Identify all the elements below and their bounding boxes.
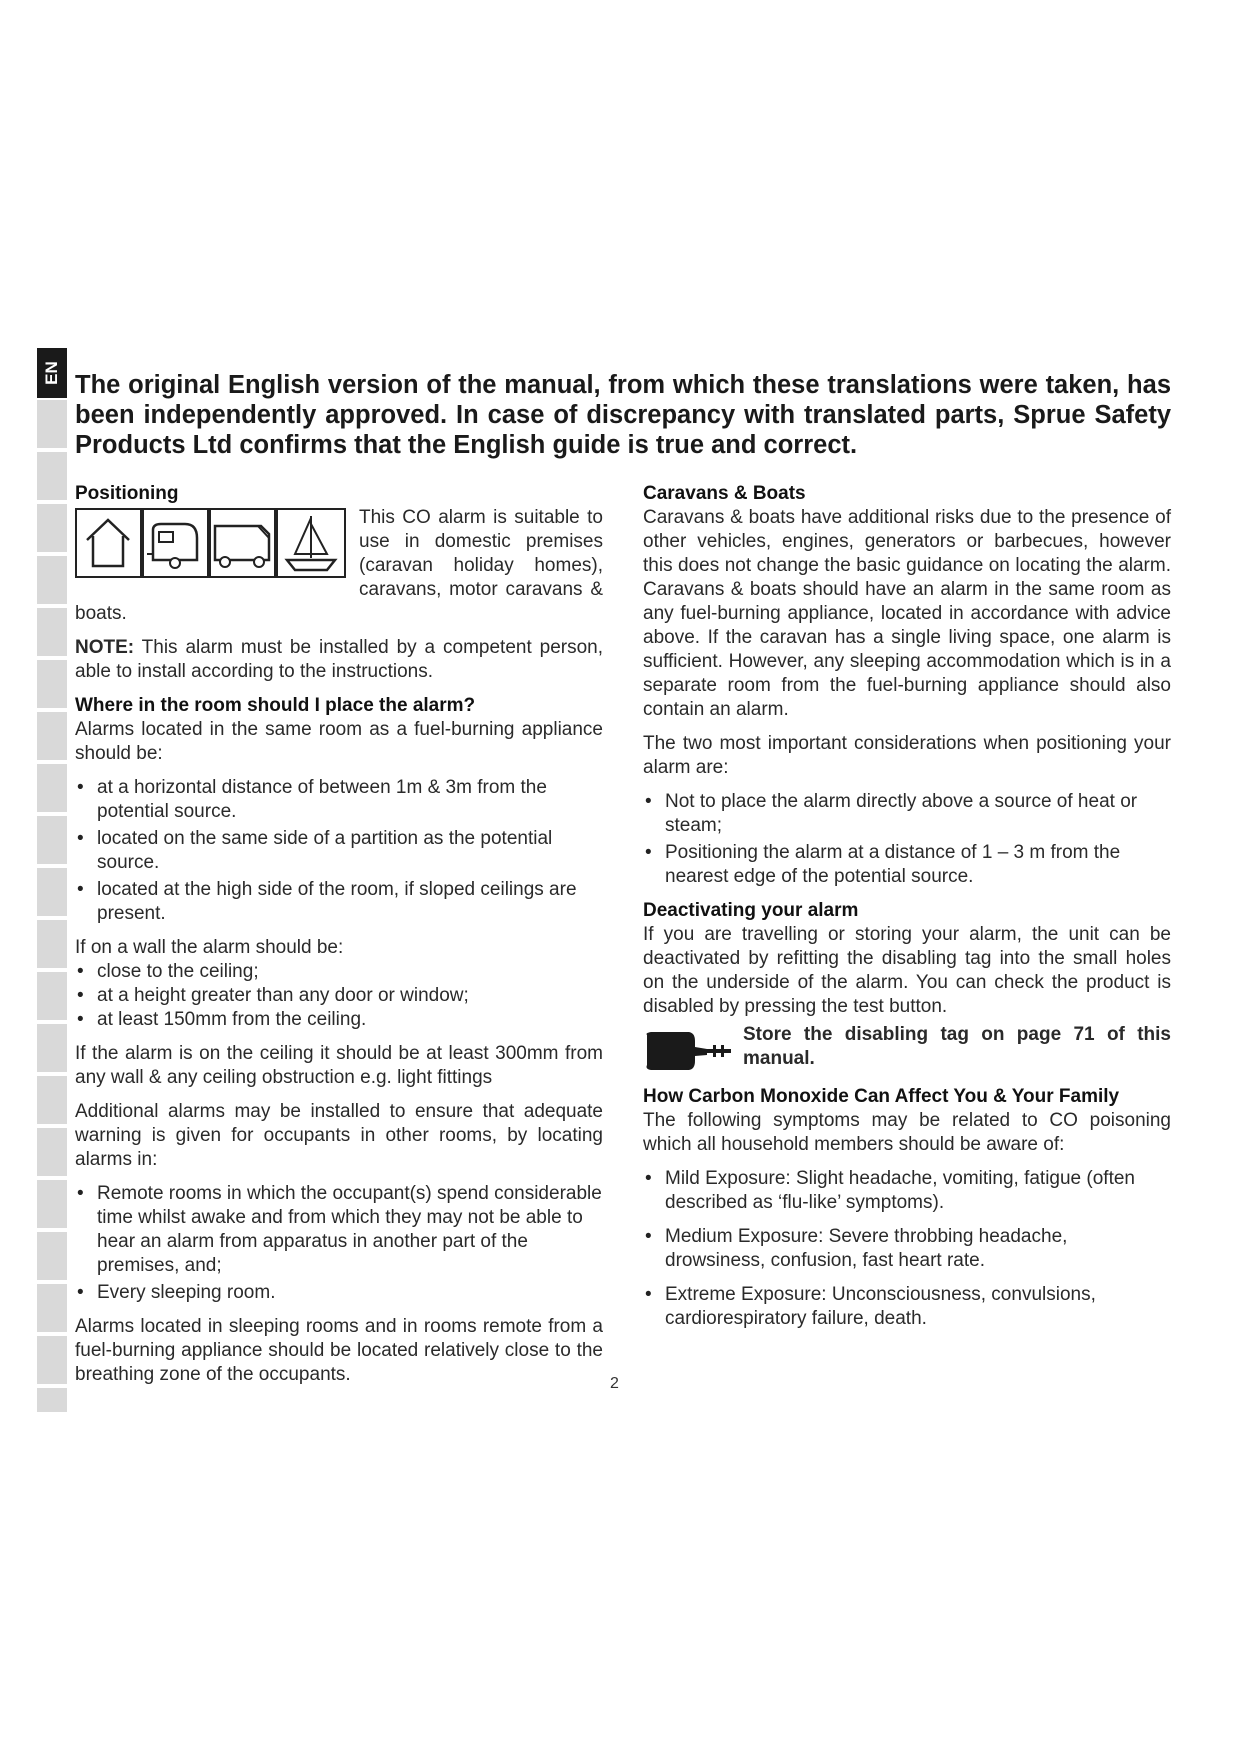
additional-text: Additional alarms may be installed to ensure that adequate warning is given for occupants in other rooms, by locating alarms in: bbox=[75, 1101, 603, 1170]
motor-caravan-icon bbox=[210, 509, 275, 577]
wall-intro: If on a wall the alarm should be: bbox=[75, 937, 344, 958]
wall-bullets bbox=[75, 960, 603, 1032]
left-column bbox=[75, 482, 603, 1397]
list-item: • Remote rooms in which the occupant(s) spend considerable time whilst awake and from which they may not be able to hear an alarm from apparatus in another part of the premises, and; bbox=[75, 1182, 603, 1278]
positioning-heading: Positioning bbox=[75, 483, 179, 504]
note-text: This alarm must be installed by a competent person, able to install according to the instructions. bbox=[75, 637, 603, 682]
where-intro: Alarms located in the same room as a fuel-burning appliance should be: bbox=[75, 719, 603, 764]
sleeping-text: Alarms located in sleeping rooms and in rooms remote from a fuel-burning appliance should be located relatively close to the breathing zone of the occupants. bbox=[75, 1316, 603, 1385]
page-number: 2 bbox=[610, 1375, 619, 1392]
deactivating-text: If you are travelling or storing your alarm, the unit can be deactivated by refitting the disabling tag into the small holes on the underside of the alarm. You can check the product is disabled by pressing the test button. bbox=[643, 924, 1171, 1017]
list-item: • located at the high side of the room, if sloped ceilings are present. bbox=[75, 878, 603, 926]
note-paragraph bbox=[75, 636, 603, 684]
list-item: • Medium Exposure: Severe throbbing headache, drowsiness, confusion, fast heart rate. bbox=[643, 1225, 1171, 1273]
list-item: • Mild Exposure: Slight headache, vomiting, fatigue (often described as ‘flu-like’ symptoms). bbox=[643, 1167, 1171, 1215]
list-item: • Not to place the alarm directly above a source of heat or steam; bbox=[643, 790, 1171, 838]
caravans-heading: Caravans & Boats bbox=[643, 483, 806, 504]
language-tab-en bbox=[37, 348, 67, 398]
right-column bbox=[643, 482, 1171, 1341]
list-item: • Extreme Exposure: Unconsciousness, convulsions, cardiorespiratory failure, death. bbox=[643, 1283, 1171, 1331]
list-item: • at a horizontal distance of between 1m & 3m from the potential source. bbox=[75, 776, 603, 824]
note-label: NOTE: bbox=[75, 637, 135, 658]
list-item: • Every sleeping room. bbox=[75, 1281, 603, 1305]
considerations-bullets bbox=[643, 790, 1171, 889]
considerations-intro: The two most important considerations when positioning your alarm are: bbox=[643, 733, 1171, 778]
language-label: EN bbox=[42, 361, 61, 385]
deactivating-heading: Deactivating your alarm bbox=[643, 900, 859, 921]
language-side-tab bbox=[37, 348, 67, 1412]
co-intro: The following symptoms may be related to CO poisoning which all household members should be aware of: bbox=[643, 1110, 1171, 1155]
additional-bullets bbox=[75, 1182, 603, 1305]
disabling-tag-icon bbox=[643, 1029, 733, 1073]
store-text: Store the disabling tag on page 71 of this manual. bbox=[743, 1024, 1171, 1069]
list-item: • close to the ceiling; bbox=[75, 960, 603, 984]
headline: The original English version of the manual, from which these translations were taken, has been independently approved. In case of discrepancy with translated parts, Sprue Safety Products Ltd confirms that the English guide is true and correct. bbox=[75, 371, 1171, 459]
store-tag-note bbox=[643, 1023, 1171, 1073]
list-item: • at least 150mm from the ceiling. bbox=[75, 1008, 603, 1032]
caravans-text: Caravans & boats have additional risks due to the presence of other vehicles, engines, generators or barbecues, however this does not change the basic guidance on locating the alarm. Caravans & boats should have an alarm in the same room as any fuel-burning appliance, located in accordance with advice above. If the caravan has a single living space, one alarm is sufficient. However, any sleeping accommodation which is in a separate room from the fuel-burning appliance should also contain an alarm. bbox=[643, 507, 1171, 720]
list-item: • located on the same side of a partition as the potential source. bbox=[75, 827, 603, 875]
positioning-icon-strip bbox=[75, 508, 347, 578]
list-item: • at a height greater than any door or window; bbox=[75, 984, 603, 1008]
positioning-text: This CO alarm is suitable to use in domestic premises (caravan holiday homes), caravans, motor caravans & boats. bbox=[75, 507, 603, 624]
where-bullets bbox=[75, 776, 603, 926]
where-heading: Where in the room should I place the alarm? bbox=[75, 695, 476, 716]
co-heading: How Carbon Monoxide Can Affect You & Your Family bbox=[643, 1086, 1120, 1107]
co-bullets bbox=[643, 1167, 1171, 1331]
list-item: • Positioning the alarm at a distance of 1 – 3 m from the nearest edge of the potential source. bbox=[643, 841, 1171, 889]
positioning-icons bbox=[75, 508, 347, 578]
ceiling-text: If the alarm is on the ceiling it should be at least 300mm from any wall & any ceiling obstruction e.g. light fittings bbox=[75, 1043, 603, 1088]
